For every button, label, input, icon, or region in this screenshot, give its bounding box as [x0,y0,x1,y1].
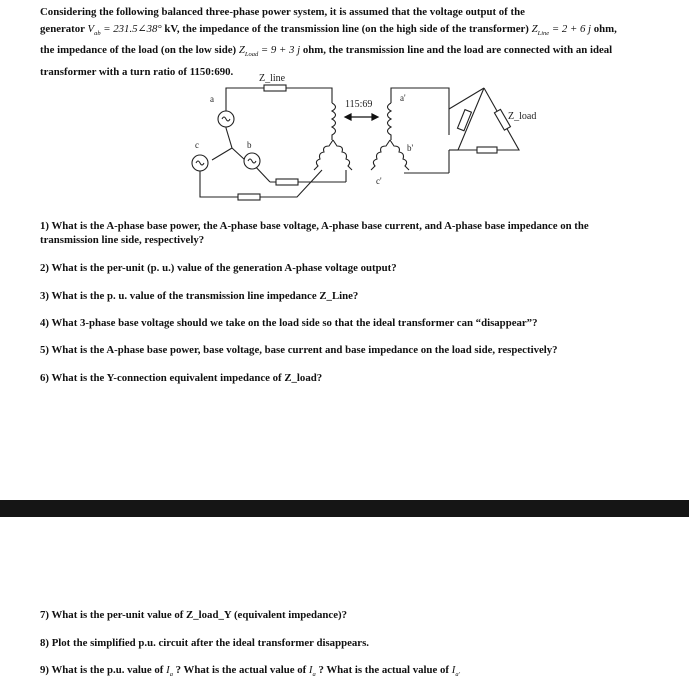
zline-resistor-a [264,85,286,91]
zline-value: = 2 + 6 j [549,22,594,35]
vab-value: = 231.5∠38° [100,22,165,35]
zload-resistor-bottom [477,147,497,153]
secondary-coil-a [388,103,392,140]
problem-line-4: transformer with a turn ratio of 1150:690. [40,65,234,78]
wire-gen-b-neutral [232,148,245,160]
generator-c [192,155,208,171]
current-symbol-1: I [166,664,170,676]
question-3: 3) What is the p. u. value of the transmission line impedance Z_Line? [40,290,359,302]
zload-label: Z_load [508,111,537,122]
problem-line-1: Considering the following balanced three-phase power system, it is assumed that the voltage output of the [40,6,525,18]
zload-resistor-left [457,110,471,131]
question-9: 9) What is the p.u. value of $I_a$ ? What is the actual value of $I_a$ ? What is the actual value of $I_{a'}$ [40,664,460,679]
node-b-prime: b' [407,143,414,153]
vab-symbol: V [87,22,95,35]
zline-symbol: Z [531,22,538,35]
ratio-label: 115:69 [345,99,373,110]
question-7: 7) What is the per-unit value of Z_load_Y (equivalent impedance)? [40,609,348,621]
zline-subscript: Line [537,29,550,37]
current-symbol-2: I [308,664,313,676]
current-symbol-3: I [451,664,456,676]
generator-b [244,153,260,169]
turn-ratio-arrow-icon [345,114,378,120]
question-2: 2) What is the per-unit (p. u.) value of the generation A-phase voltage output? [40,262,397,274]
secondary-coil-c [371,140,390,170]
question-4: 4) What 3-phase base voltage should we take on the load side so that the ideal transformer can “disappear”? [40,317,538,329]
wire-aprime-to-delta [449,88,484,109]
zline-label: Z_line [259,73,286,84]
primary-coil-c [314,140,333,170]
question-8: 8) Plot the simplified p.u. circuit after the ideal transformer disappears. [40,637,369,649]
primary-coil-a [332,103,336,140]
node-c: c [195,140,199,150]
page-divider-bar [0,500,689,517]
zline-resistor-c [238,194,260,200]
node-b: b [247,140,252,150]
question-5: 5) What is the A-phase base power, base voltage, base current and base impedance on the load side, respectively? [40,344,558,356]
wire-c-to-transformer [200,163,322,197]
question-6: 6) What is the Y-connection equivalent impedance of Z_load? [40,372,323,384]
zload-subscript: Load [244,51,259,59]
zload-value: = 9 + 3 j [258,44,303,57]
generator-a [218,111,234,127]
problem-line-3: the impedance of the load (on the low side) $Z_{Load} = 9 + 3$ j ohm, the transmission line and the load are connected with an ideal [40,44,613,59]
problem-line-2: generator $V_{ab}$ = 231.5∠38° kV, the impedance of the transmission line (on the high side of the transformer) $Z_{Line} = 2 + 6$ j ohm, [40,22,617,37]
node-a-prime: a' [400,93,406,103]
zload-symbol: Z [238,44,245,57]
primary-coil-b [333,140,352,170]
zline-resistor-b [276,179,298,185]
wire-gen-a-neutral [226,128,232,148]
circuit-diagram [0,68,689,208]
vab-subscript: ab [94,29,101,37]
wire-gen-c-neutral [212,148,232,160]
node-c-prime: c' [376,176,382,186]
node-a: a [210,94,214,104]
question-1: 1) What is the A-phase base power, the A-phase base voltage, A-phase base current, and A-phase base impedance on the transmission line side, respectively? [40,220,589,246]
